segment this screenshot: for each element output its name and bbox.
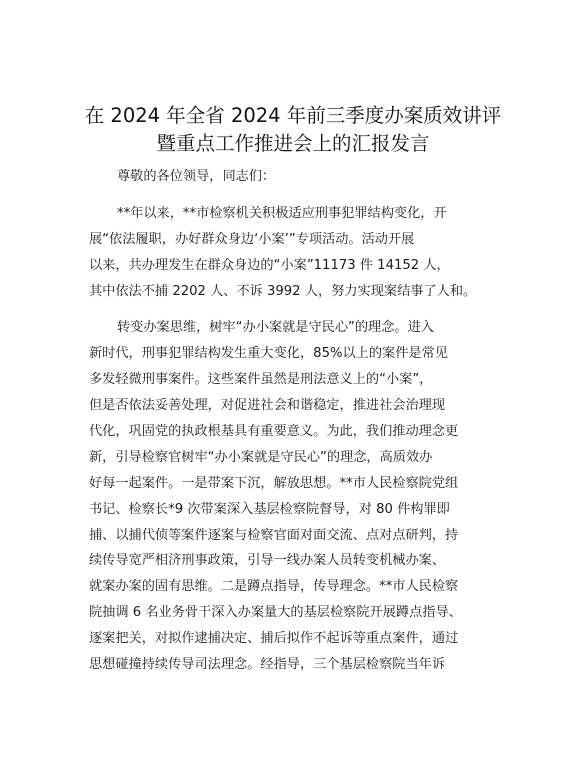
paragraph-line: 但是否依法妥善处理，对促进社会和谐稳定，推进社会治理现 (89, 398, 446, 414)
paragraph-line: 书记、检察长*9 次带案深入基层检察院督导，对 80 件构罪即 (89, 501, 450, 517)
paragraph-line: 展“依法履职，办好群众身边‘小案’”专项活动。活动开展 (89, 231, 415, 247)
title-line-2: 暨重点工作推进会上的汇报发言 (156, 132, 430, 155)
paragraph-line: 新时代，刑事犯罪结构发生重大变化，85%以上的案件是常见 (89, 346, 448, 362)
paragraph-line: 以来，共办理发生在群众身边的“小案”11173 件 14152 人， (89, 257, 450, 273)
paragraph-1 (89, 201, 509, 305)
paragraph-line: 多发轻微刑事案件。这些案件虽然是刑法意义上的“小案”， (89, 372, 433, 388)
paragraph-line: 逐案把关，对拟作逮捕决定、捕后拟作不起诉等重点案件，通过 (89, 631, 459, 647)
document-title (60, 102, 526, 158)
paragraph-2 (89, 315, 509, 677)
paragraph-line: 思想碰撞持续传导司法理念。经指导，三个基层检察院当年诉 (89, 657, 446, 673)
paragraph-line: 其中依法不捕 2202 人、不诉 3992 人，努力实现案结事了人和。 (89, 283, 477, 299)
paragraph-line: 好每一起案件。一是带案下沉，解放思想。**市人民检察院党组 (89, 475, 459, 491)
salutation: 尊敬的各位领导，同志们： (117, 169, 276, 184)
title-line-1: 在 2024 年全省 2024 年前三季度办案质效讲评 (84, 104, 502, 127)
paragraph-line: 就案办案的固有思维。二是蹲点指导，传导理念。**市人民检察 (89, 579, 459, 595)
paragraph-line: 转变办案思维，树牢“办小案就是守民心”的理念。进入 (117, 320, 434, 336)
paragraph-line: 院抽调 6 名业务骨干深入办案量大的基层检察院开展蹲点指导、 (89, 605, 462, 621)
document-body (89, 164, 509, 678)
paragraph-line: 新，引导检察官树牢“办小案就是守民心”的理念，高质效办 (89, 449, 433, 465)
paragraph-line: 代化，巩固党的执政根基具有重要意义。为此，我们推动理念更 (89, 424, 459, 440)
paragraph-line: 续传导宽严相济刑事政策，引导一线办案人员转变机械办案、 (89, 553, 446, 569)
paragraph-line: **年以来，**市检察机关积极适应刑事犯罪结构变化，开 (117, 205, 447, 221)
paragraph-line: 捕、以捕代侦等案件逐案与检察官面对面交流、点对点研判，持 (89, 527, 459, 543)
